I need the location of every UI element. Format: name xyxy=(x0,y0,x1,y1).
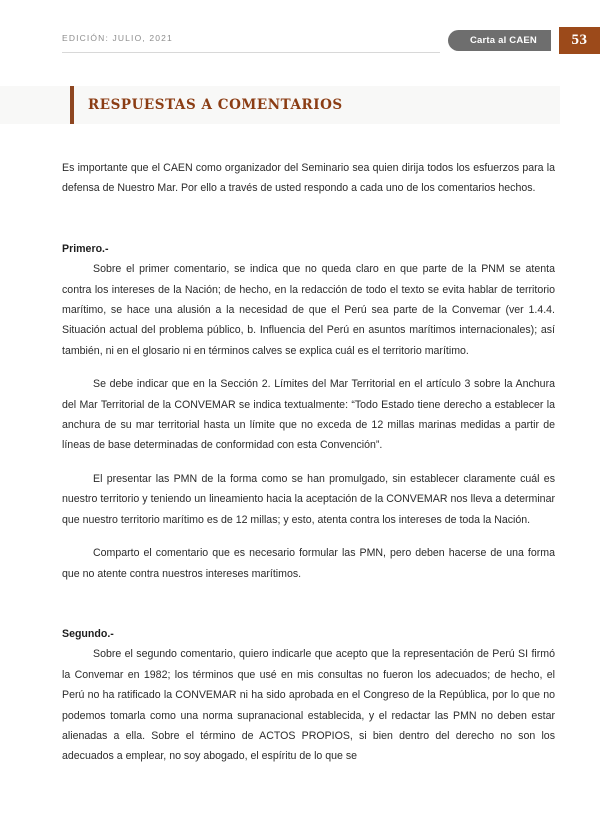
header-divider xyxy=(62,52,440,53)
intro-paragraph: Es importante que el CAEN como organizador del Seminario sea quien dirija todos los esfuerzos para la defensa de Nuestro Mar. Por ello a través de usted respondo a cada uno de los comentarios hechos. xyxy=(62,162,555,195)
section-accent-bar xyxy=(70,86,74,124)
paragraph-segundo-1: Sobre el segundo comentario, quiero indicarle que acepto que la representación de Perú SI firmó la Convemar en 1982; los términos que usé en mis consultas no fueron los adecuados; de hecho, el Perú no ha ratificado la CONVEMAR ni ha sido aprobada en el Congreso de la República, por lo que no podemos tomarla como una norma supranacional establecida, y el redactar las PMN no deben estar alienadas a ella. Sobre el término de ACTOS PROPIOS, si bien dentro del derecho no son los adecuados a emplear, no soy abogado, el espíritu de lo que se xyxy=(62,648,555,763)
document-body xyxy=(0,158,600,767)
paragraph-primero-1: Sobre el primer comentario, se indica que no queda claro en que parte de la PNM se atenta contra los intereses de la Nación; de hecho, en la redacción de todo el texto se evita hablar de territorio marítimo, se hace una alusión a la necesidad de que el Perú sea parte de la Convemar (ver 1.4.4. Situación actual del problema público, b. Influencia del Perú en asuntos marítimos internacionales); así también, ni en el glosario ni en términos calves se explica cuál es el territorio marítimo. xyxy=(62,263,555,357)
subheading-primero: Primero.- xyxy=(62,242,109,255)
edition-label: EDICIÓN: JULIO, 2021 xyxy=(62,33,173,43)
paragraph-primero-2: Se debe indicar que en la Sección 2. Límites del Mar Territorial en el artículo 3 sobre la Anchura del Mar Territorial de la CONVEMAR se indica textualmente: “Todo Estado tiene derecho a establecer la anchura de su mar territorial hasta un límite que no exceda de 12 millas marinas medidas a partir de líneas de base determinadas de conformidad con esta Convención”. xyxy=(62,378,555,452)
paragraph-primero-3: El presentar las PMN de la forma como se han promulgado, sin establecer claramente cuál es nuestro territorio y teniendo un lineamiento hacia la aceptación de la CONVEMAR nos lleva a determinar que nuestro territorio marítimo es de 12 millas; y esto, atenta contra los intereses de toda la Nación. xyxy=(62,472,555,526)
section-tab xyxy=(448,30,551,51)
page-header xyxy=(0,0,600,78)
page-number-text: 53 xyxy=(571,32,588,48)
section-tab-label: Carta al CAEN xyxy=(469,35,537,46)
subheading-segundo: Segundo.- xyxy=(62,627,114,640)
page-number-badge xyxy=(559,27,600,54)
section-title-band xyxy=(0,86,560,124)
page-title: RESPUESTAS A COMENTARIOS xyxy=(88,97,343,113)
paragraph-primero-4: Comparto el comentario que es necesario formular las PMN, pero deben hacerse de una forma que no atente contra nuestros intereses marítimos. xyxy=(62,547,555,580)
